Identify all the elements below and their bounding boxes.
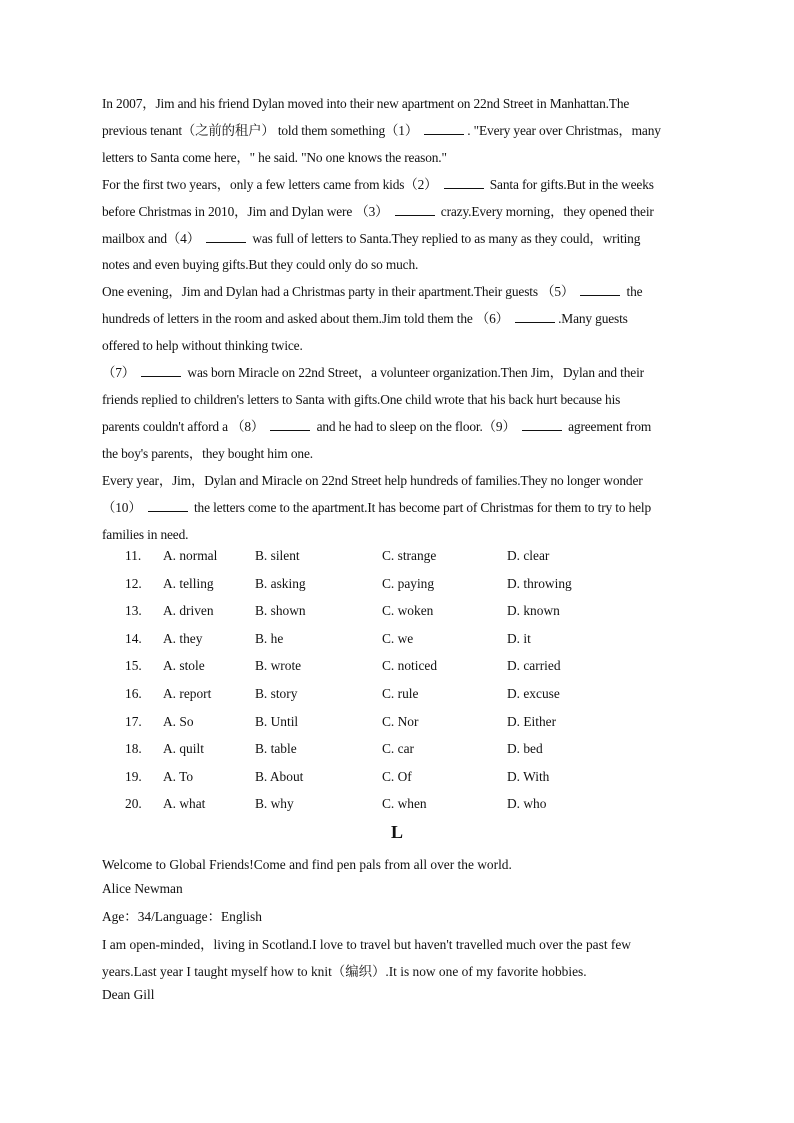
passage-text: agreement from <box>564 418 652 434</box>
passage-line <box>102 387 702 414</box>
passage-text: previous tenant（之前的租户） told them something（1） <box>102 122 422 138</box>
option-b: B. wrote <box>255 658 302 674</box>
passage-text: friends replied to children's letters to Santa with gifts.One child wrote that his back hurt because his <box>102 391 621 407</box>
passage-line <box>102 91 702 118</box>
option-b: B. shown <box>255 603 306 619</box>
passage-line <box>102 468 702 495</box>
question-row <box>102 653 722 681</box>
penpal-bio-line: years.Last year I taught myself how to knit（编织）.It is now one of my favorite hobbies. <box>102 964 587 979</box>
passage-line <box>102 414 702 441</box>
answer-blank <box>444 177 484 189</box>
penpal-bio-line: I am open-minded，living in Scotland.I love to travel but haven't travelled much over the past few <box>102 937 631 952</box>
penpal-intro: Welcome to Global Friends!Come and find pen pals from all over the world. <box>102 857 512 872</box>
passage-line <box>102 279 702 306</box>
option-b: B. asking <box>255 575 306 591</box>
question-number: 16. <box>125 685 142 701</box>
option-c: C. we <box>382 630 414 646</box>
question-row <box>102 709 722 737</box>
option-d: D. carried <box>507 658 561 674</box>
passage-text: crazy.Every morning，they opened their <box>437 203 654 219</box>
penpal-name: Alice Newman <box>102 881 183 896</box>
option-c: C. noticed <box>382 658 438 674</box>
option-a: A. stole <box>163 658 205 674</box>
option-b: B. About <box>255 768 304 784</box>
passage-text: notes and even buying gifts.But they could only do so much. <box>102 257 419 273</box>
passage-text: before Christmas in 2010，Jim and Dylan were （3） <box>102 203 392 219</box>
penpal-meta: Age：34/Language：English <box>102 909 262 924</box>
passage-text: parents couldn't afford a （8） <box>102 418 268 434</box>
passage-text: （7） <box>102 365 139 381</box>
question-row <box>102 626 722 654</box>
passage-text: . "Every year over Christmas，many <box>467 122 661 138</box>
option-b: B. table <box>255 741 297 757</box>
passage-line <box>102 226 702 253</box>
passage-text: Santa for gifts.But in the weeks <box>486 176 654 192</box>
passage-line <box>102 172 702 199</box>
passage-line <box>102 252 702 279</box>
question-number: 17. <box>125 713 142 729</box>
passage-line <box>102 118 702 145</box>
passage-text: was born Miracle on 22nd Street，a volunteer organization.Then Jim，Dylan and their <box>184 365 644 381</box>
question-number: 20. <box>125 796 142 812</box>
question-number: 19. <box>125 768 142 784</box>
passage-text: was full of letters to Santa.They replied to as many as they could，writing <box>249 230 641 246</box>
option-d: D. it <box>507 630 531 646</box>
passage-text: In 2007，Jim and his friend Dylan moved into their new apartment on 22nd Street in Manhattan.The <box>102 96 630 111</box>
option-c: C. paying <box>382 575 435 591</box>
question-row <box>102 764 722 792</box>
answer-blank <box>522 419 562 431</box>
passage-text: the boy's parents，they bought him one. <box>102 445 313 461</box>
option-c: C. woken <box>382 603 434 619</box>
option-a: A. driven <box>163 603 214 619</box>
passage-line <box>102 441 702 468</box>
option-c: C. strange <box>382 548 437 563</box>
option-d: D. excuse <box>507 685 560 701</box>
passage-text: the letters come to the apartment.It has become part of Christmas for them to try to help <box>190 499 652 515</box>
option-a: A. what <box>163 796 206 812</box>
answer-blank <box>270 419 310 431</box>
option-d: D. who <box>507 796 547 812</box>
option-d: D. bed <box>507 741 543 757</box>
option-d: D. With <box>507 768 550 784</box>
option-d: D. known <box>507 603 560 619</box>
option-c: C. Nor <box>382 713 419 729</box>
option-b: B. why <box>255 796 294 812</box>
option-d: D. Either <box>507 713 557 729</box>
option-c: C. car <box>382 741 414 757</box>
passage-text: mailbox and（4） <box>102 230 204 246</box>
question-row <box>102 598 722 626</box>
option-c: C. Of <box>382 768 412 784</box>
section-letter: L <box>390 822 403 842</box>
option-b: B. silent <box>255 548 300 563</box>
option-c: C. when <box>382 796 427 812</box>
question-row <box>102 681 722 709</box>
passage-text: letters to Santa come here，" he said. "No one knows the reason." <box>102 149 447 165</box>
passage-text: Every year，Jim，Dylan and Miracle on 22nd Street help hundreds of families.They no longer wonder <box>102 472 643 488</box>
question-number: 13. <box>125 603 142 619</box>
option-a: A. report <box>163 685 212 701</box>
passage-text: and he had to sleep on the floor.（9） <box>313 418 519 434</box>
option-b: B. he <box>255 630 284 646</box>
option-a: A. normal <box>163 548 218 563</box>
option-a: A. So <box>163 713 194 729</box>
passage-text: For the first two years，only a few letters came from kids（2） <box>102 176 441 192</box>
option-a: A. they <box>163 630 203 646</box>
passage-text: offered to help without thinking twice. <box>102 338 303 354</box>
answer-blank <box>424 123 464 135</box>
option-b: B. Until <box>255 713 299 729</box>
passage-line <box>102 360 702 387</box>
passage-line <box>102 199 702 226</box>
passage-text: .Many guests <box>558 311 628 327</box>
passage-text: hundreds of letters in the room and asked about them.Jim told them the （6） <box>102 311 513 327</box>
passage-text: families in need. <box>102 526 189 542</box>
answer-blank <box>148 500 188 512</box>
option-a: A. quilt <box>163 741 204 757</box>
passage-text: the <box>623 284 643 300</box>
question-row <box>102 543 722 571</box>
question-number: 11. <box>125 548 142 563</box>
question-row <box>102 571 722 599</box>
question-row <box>102 791 722 819</box>
passage-text: （10） <box>102 499 145 515</box>
passage-text: One evening，Jim and Dylan had a Christmas party in their apartment.Their guests （5） <box>102 284 578 300</box>
answer-blank <box>206 231 246 243</box>
option-b: B. story <box>255 685 298 701</box>
question-number: 18. <box>125 741 142 757</box>
option-c: C. rule <box>382 685 419 701</box>
question-number: 15. <box>125 658 142 674</box>
passage-line <box>102 333 702 360</box>
option-a: A. telling <box>163 575 214 591</box>
passage-line <box>102 145 702 172</box>
answer-blank <box>141 365 181 377</box>
option-d: D. throwing <box>507 575 572 591</box>
option-d: D. clear <box>507 548 550 563</box>
answer-blank <box>580 284 620 296</box>
penpal-name: Dean Gill <box>102 987 155 1002</box>
passage-line <box>102 306 702 333</box>
cloze-passage <box>102 91 702 548</box>
question-number: 12. <box>125 575 142 591</box>
answer-options-list <box>102 543 722 819</box>
answer-blank <box>395 204 435 216</box>
question-row <box>102 736 722 764</box>
answer-blank <box>515 311 555 323</box>
option-a: A. To <box>163 768 194 784</box>
question-number: 14. <box>125 630 142 646</box>
passage-line <box>102 495 702 522</box>
